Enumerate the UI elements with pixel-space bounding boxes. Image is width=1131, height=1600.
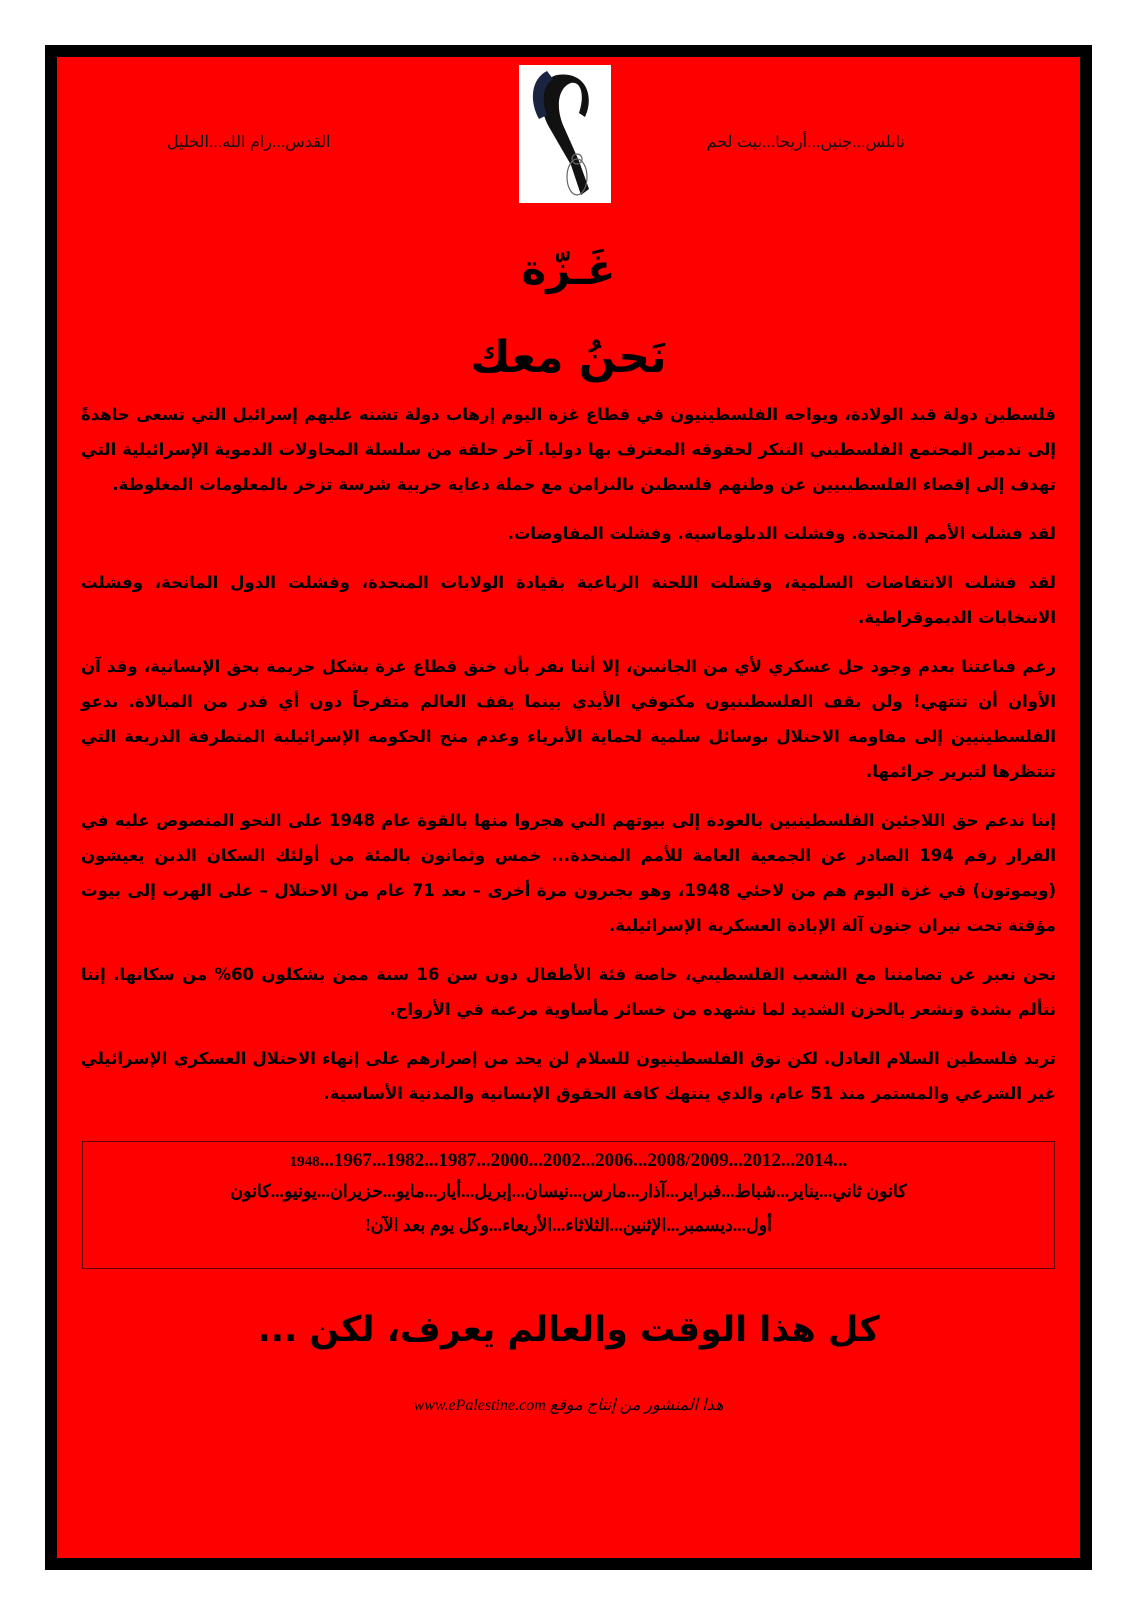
paragraph: فلسطين دولة قيد الولادة، ويواجه الفلسطينيون في قطاع غزة اليوم إرهاب دولة تشنه عليهم إسرائيل التي تسعى جاهدةً إلى تدمير المجتمع الفلسطيني التنكر لحقوقه المعترف بها دوليا. آخر حلقة من سلسلة المحاولات الدموية الإسرائيلية التي تهدف إلى إقصاء الفلسطينيين عن وطنهم فلسطين بالتزامن مع حملة دعاية حربية شرسة تزخر بالمعلومات المغلوطة. (81, 405, 1056, 494)
paragraph: نحن نعبر عن تضامننا مع الشعب الفلسطيني، خاصة فئة الأطفال دون سن 16 سنة ممن يشكلون 60% من سكانها. إننا نتألم بشدة ونشعر بالحزن الشديد لما نشهده من خسائر مأساوية مرعبة في الأرواح. (81, 965, 1056, 1019)
paragraph: لقد فشلت الانتفاضات السلمية، وفشلت اللجنة الرباعية بقيادة الولايات المتحدة، وفشلت الدول المانحة، وفشلت الانتخابات الديموقراطية. (81, 573, 1056, 627)
years-list: ...1967...1982...1987...2000...2002...2006...2008/2009...2012...2014... (319, 1150, 848, 1171)
paragraph: إننا ندعم حق اللاجئين الفلسطينيين بالعودة إلى بيوتهم التي هجروا منها بالقوة عام 1948 على النحو المنصوص عليه في القرار رقم 194 الصادر عن الجمعية العامة للأمم المتحدة... خمس وثمانون بالمئة من أولئك السكان الذين يعيشون (ويموتون) في غزة اليوم هم من لاجئي 1948، وهو يجبرون مرة أخرى – بعد 71 عام من الاحتلال – على الهرب إلى بيوت مؤقتة تحت نيران جنون آلة الإبادة العسكرية الإسرائيلية. (81, 811, 1057, 935)
cities-right: نابلس...جنين...أريحا...بيت لحم (706, 134, 905, 151)
paragraph: لقد فشلت الأمم المتحدة. وفشلت الدبلوماسية. وفشلت المفاوضات. (507, 524, 1056, 543)
content-column (57, 397, 1080, 1445)
black-ribbon-icon (519, 65, 611, 203)
timeline-months: كانون ثاني...يناير...شباط...فبراير...آذار...مارس...نيسان...إبريل...أيار...مايو...حزيران...يونيو...كانون أول...ديسمبر...الإثنين...الثلاثاء...الأربعاء...وكل يوم بعد الآن! (230, 1181, 907, 1235)
gaza-ribbon-logo (519, 65, 611, 203)
timeline-years (83, 1150, 1054, 1172)
paragraph: تريد فلسطين السلام العادل. لكن توق الفلسطينيون للسلام لن يحد من إصرارهم على إنهاء الاحتلال العسكري الإسرائيلي غير الشرعي والمستمر منذ 51 عام، والذي ينتهك كافة الحقوق الإنسانية والمدنية الأساسية. (81, 1049, 1056, 1103)
cities-left: القدس...رام الله...الخليل (167, 134, 331, 151)
first-year: 1948 (289, 1154, 320, 1170)
subtitle-we-are-with-you: نَحنُ معك (470, 332, 667, 383)
paragraph: رغم قناعتنا بعدم وجود حل عسكري لأي من الجانبين، إلا أننا نقر بأن خنق قطاع غزة يشكل جريمة بحق الإنسانية، وقد آن الأوان أن تنتهي! ولن يقف الفلسطينيون مكتوفي الأيدي بينما يقف العالم متفرجاً دون أي قدر من المبالاة. ندعو الفلسطينيين إلى مقاومة الاحتلال بوسائل سلمية لحماية الأبرياء وعدم منح الحكومة الإسرائيلية المتطرفة الذريعة التي تنتظرها لتبرير جرائمها. (81, 657, 1056, 781)
title-gaza: غَـزّة (521, 245, 616, 294)
poster-frame (45, 45, 1092, 1570)
timeline-box (82, 1141, 1055, 1269)
body-text (81, 397, 1056, 1111)
closing-statement: كل هذا الوقت والعالم يعرف، لكن ... (257, 1310, 880, 1350)
footer-credit: هذا المنشور من إنتاج موقع www.ePalestine.com (413, 1397, 724, 1414)
